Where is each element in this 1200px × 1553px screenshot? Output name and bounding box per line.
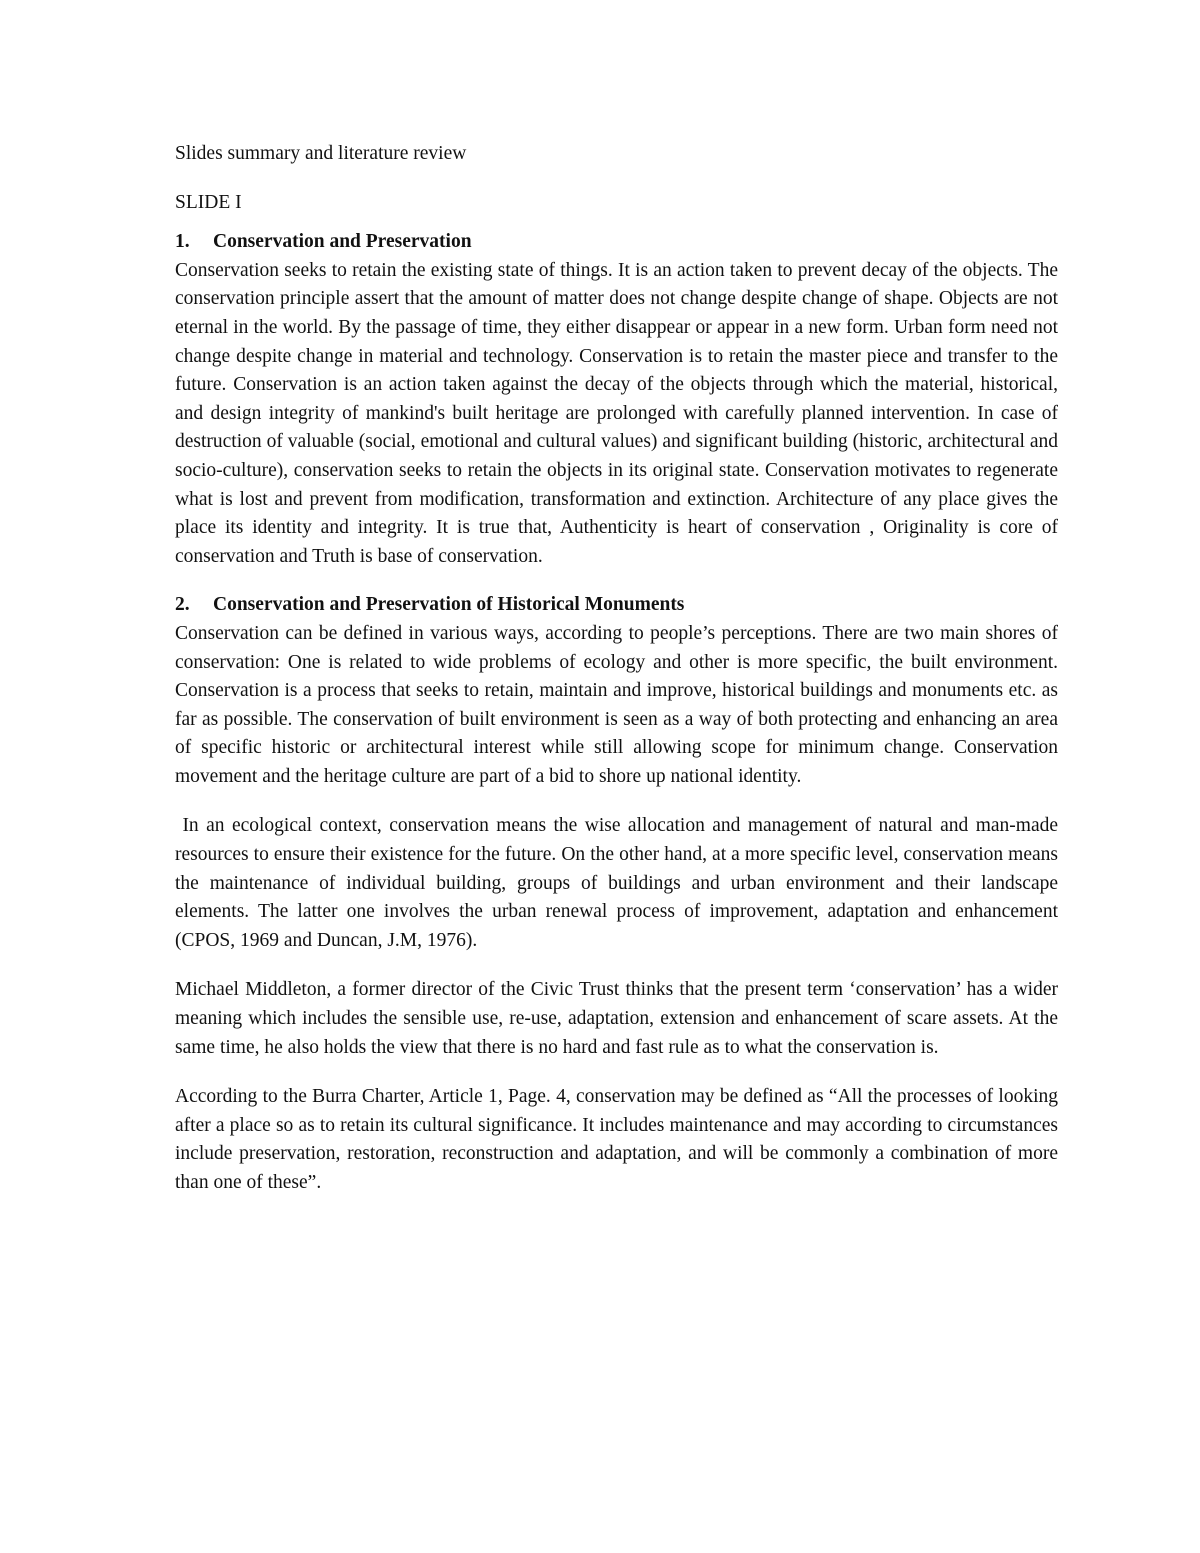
- section-heading-text: Conservation and Preservation: [213, 231, 472, 253]
- document-title: Slides summary and literature review: [175, 143, 467, 164]
- document-page: [175, 140, 1063, 1198]
- section-number: 2.: [175, 594, 190, 616]
- section-paragraph: Michael Middleton, a former director of the Civic Trust thinks that the present term ‘conservation’ has a wider meaning which includes the sensible use, re-use, adaptation, extension and enhancement of scare assets. At the same time, he also holds the view that there is no hard and fast rule as to what the conservation is.: [175, 979, 1058, 1058]
- section-paragraph: Conservation can be defined in various ways, according to people’s perceptions. There are two main shores of conservation: One is related to wide problems of ecology and other is more specific, the built environment. Conservation is a process that seeks to retain, maintain and improve, historical buildings and monuments etc. as far as possible. The conservation of built environment is seen as a way of both protecting and enhancing an area of specific historic or architectural interest while still allowing scope for minimum change. Conservation movement and the heritage culture are part of a bid to shore up national identity.: [175, 622, 1058, 787]
- section-paragraph: In an ecological context, conservation means the wise allocation and management of natural and man-made resources to ensure their existence for the future. On the other hand, at a more specific level, conservation means the maintenance of individual building, groups of buildings and urban environment and their landscape elements. The latter one involves the urban renewal process of improvement, adaptation and enhancement (CPOS, 1969 and Duncan, J.M, 1976).: [175, 815, 1063, 951]
- section-paragraph: According to the Burra Charter, Article 1, Page. 4, conservation may be defined as “All the processes of looking after a place so as to retain its cultural significance. It includes maintenance and may according to circumstances include preservation, restoration, reconstruction and adaptation, and will be commonly a combination of more than one of these”.: [175, 1086, 1058, 1193]
- slide-label: SLIDE I: [175, 191, 242, 213]
- section-heading: [175, 591, 1058, 620]
- section-heading: [175, 228, 1058, 257]
- section-conservation-and-preservation: [175, 228, 1058, 571]
- section-historical-monuments: [175, 591, 1063, 1197]
- section-paragraph: Conservation seeks to retain the existing state of things. It is an action taken to prevent decay of the objects. The conservation principle assert that the amount of matter does not change despite change of shape. Objects are not eternal in the world. By the passage of time, they either disappear or appear in a new form. Urban form need not change despite change in material and technology. Conservation is to retain the master piece and transfer to the future. Conservation is an action taken against the decay of the objects through which the material, historical, and design integrity of mankind's built heritage are prolonged with carefully planned intervention. In case of destruction of valuable (social, emotional and cultural values) and significant building (historic, architectural and socio-culture), conservation seeks to retain the objects in its original state. Conservation motivates to regenerate what is lost and prevent from modification, transformation and extinction. Architecture of any place gives the place its identity and integrity. It is true that, Authenticity is heart of conservation , Originality is core of conservation and Truth is base of conservation.: [175, 259, 1058, 567]
- section-number: 1.: [175, 231, 190, 253]
- section-heading-text: Conservation and Preservation of Historical Monuments: [213, 594, 685, 616]
